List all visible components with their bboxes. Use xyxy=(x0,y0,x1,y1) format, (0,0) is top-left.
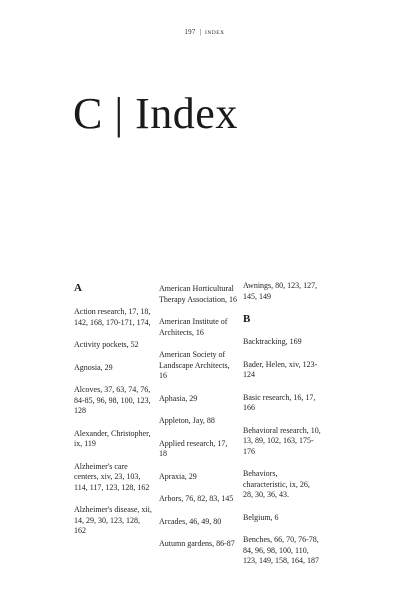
index-entry: Alzheimer's care centers, xiv, 23, 103, 114, 117, 123, 128, 162 xyxy=(74,461,150,492)
index-entry: Arbors, 76, 82, 83, 145 xyxy=(159,494,234,503)
index-entry: Applied research, 17, 18 xyxy=(159,438,228,458)
index-letter-b: B xyxy=(243,313,251,325)
index-column-2 xyxy=(159,284,237,562)
page-number: 197 xyxy=(184,28,196,36)
index-entry: Aphasia, 29 xyxy=(159,393,198,403)
index-entry: Awnings, 80, 123, 127, 145, 149 xyxy=(243,281,318,301)
running-head-separator: | xyxy=(199,28,202,36)
index-column-1 xyxy=(74,283,152,549)
index-entry: Autumn gardens, 86-87 xyxy=(159,539,235,548)
index-entry: Agnosia, 29 xyxy=(74,362,113,372)
index-entry: Alcoves, 37, 63, 74, 76, 84-85, 96, 98, 100, 123, 128 xyxy=(74,385,151,415)
running-head xyxy=(0,28,409,36)
index-letter-a: A xyxy=(74,282,82,294)
index-entry: Activity pockets, 52 xyxy=(74,340,139,349)
index-entry: Alexander, Christopher, ix, 119 xyxy=(74,428,151,448)
index-entry: American Institute of Architects, 16 xyxy=(159,317,228,337)
index-entry: Apraxia, 29 xyxy=(159,471,197,481)
index-entry: Behaviors, characteristic, ix, 26, 28, 30, 36, 43. xyxy=(243,469,310,499)
index-entry: Bader, Helen, xiv, 123-124 xyxy=(243,359,318,379)
index-entry: Belgium, 6 xyxy=(243,512,279,522)
index-entry: Benches, 66, 70, 76-78, 84, 96, 98, 100, 110, 123, 149, 158, 164, 187 xyxy=(243,535,319,565)
index-entry: Alzheimer's disease, xii, 14, 29, 30, 123, 128, 162 xyxy=(74,505,152,535)
index-entry: Action research, 17, 18, 142, 168, 170-171, 174, xyxy=(74,307,151,327)
index-entry: American Society of Landscape Architects, 16 xyxy=(159,350,230,380)
running-head-label: INDEX xyxy=(205,30,225,36)
index-entry: Appleton, Jay, 88 xyxy=(159,416,215,425)
index-entry: Behavioral research, 10, 13, 89, 102, 163, 175-176 xyxy=(243,425,321,456)
index-entry: Arcades, 46, 49, 80 xyxy=(159,516,222,526)
index-entry: Basic research, 16, 17, 166 xyxy=(243,392,316,412)
chapter-title: C | Index xyxy=(73,89,238,138)
index-column-3 xyxy=(243,281,321,579)
index-entry: Backtracking, 169 xyxy=(243,337,302,346)
index-entry: American Horticultural Therapy Association, 16 xyxy=(159,284,237,304)
